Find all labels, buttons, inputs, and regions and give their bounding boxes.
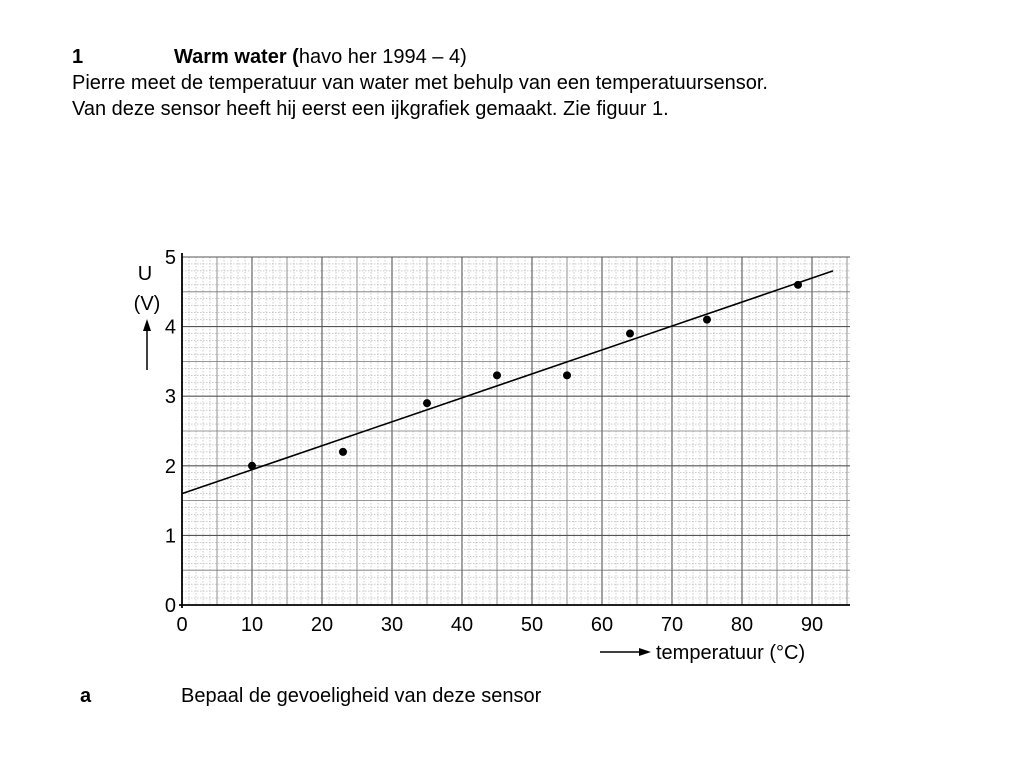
axis-labels [134,263,805,664]
x-tick-label: 20 [310,614,334,636]
question-title-bold: Warm water ( [174,46,299,68]
y-tick-label: 0 [164,595,176,617]
x-tick-label: 70 [660,614,684,636]
data-point [423,399,431,407]
data-point [248,462,256,470]
x-axis-label: temperatuur (°C) [656,642,806,664]
y-tick-label: 2 [164,455,176,478]
question-block [72,44,972,122]
subquestion-text: Bepaal de gevoeligheid van deze sensor [181,685,542,707]
y-tick-label: 5 [164,247,176,269]
data-point [339,448,347,456]
data-point [626,330,634,338]
chart-grid [182,257,850,605]
x-axis-arrow-head [639,648,651,656]
data-point [563,371,571,379]
x-tick-label: 60 [590,614,614,636]
x-tick-label: 30 [380,614,404,636]
chart-tick-labels [165,247,823,636]
y-axis-label-symbol: U [137,263,153,285]
x-tick-label: 80 [730,614,754,636]
x-tick-label: 10 [240,614,264,636]
y-axis-label-unit: (V) [133,293,161,315]
x-tick-label: 40 [450,614,474,636]
data-point [493,371,501,379]
y-tick-label: 1 [164,525,176,548]
data-point [794,281,802,289]
y-tick-label: 4 [164,316,176,339]
question-title [174,44,467,70]
question-paragraph-2: Van deze sensor heeft hij eerst een ijkgrafiek gemaakt. Zie figuur 1. [72,98,669,120]
data-point [703,316,711,324]
subquestion-letter: a [80,685,92,707]
x-tick-label: 0 [176,614,188,636]
y-axis-arrow-head [143,319,151,331]
question-header [72,44,972,70]
x-tick-label: 50 [520,614,544,636]
calibration-chart [120,235,860,670]
question-paragraph-1: Pierre meet de temperatuur van water met behulp van een temperatuursensor. [72,72,768,94]
y-tick-label: 3 [164,386,176,409]
x-tick-label: 90 [800,614,824,636]
chart-axes [179,253,850,608]
question-title-rest: havo her 1994 – 4) [298,46,467,68]
question-number: 1 [72,46,84,68]
